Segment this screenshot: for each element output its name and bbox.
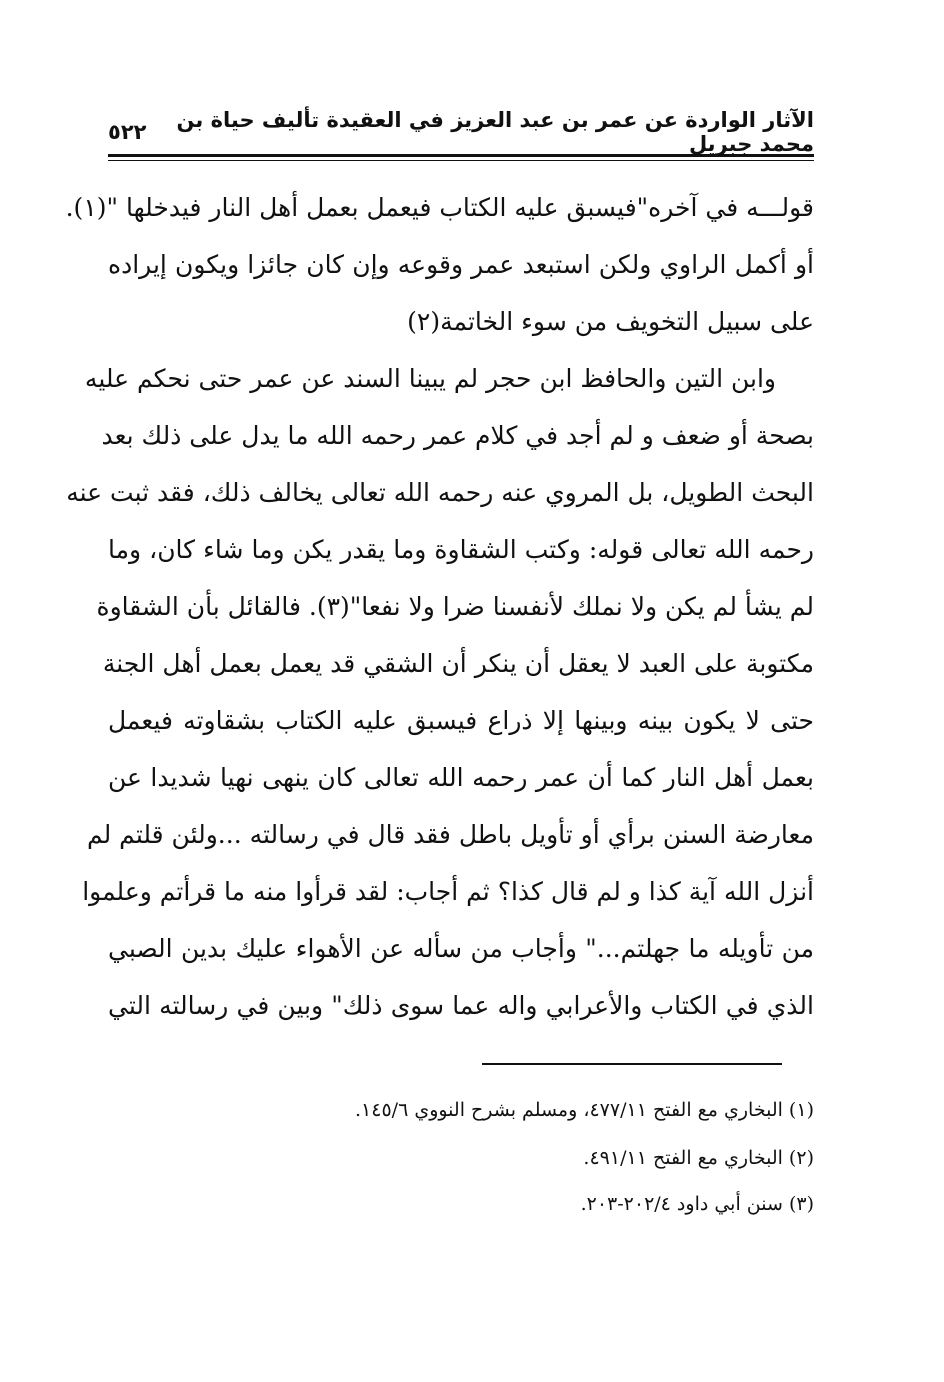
header-rule-thin — [108, 160, 814, 161]
footnote: (٢) البخاري مع الفتح ٤٩١/١١. — [583, 1147, 814, 1169]
body-line: لم يشأ لم يكن ولا نملك لأنفسنا ضرا ولا نفعا"(٣). فالقائل بأن الشقاوة — [96, 592, 814, 621]
body-line: من تأويله ما جهلتم..." وأجاب من سأله عن الأهواء عليك بدين الصبي — [108, 934, 814, 963]
body-line: مكتوبة على العبد لا يعقل أن ينكر أن الشقي قد يعمل بعمل أهل الجنة — [102, 649, 814, 678]
body-line: على سبيل التخويف من سوء الخاتمة(٢) — [407, 307, 814, 336]
running-header-title: الآثار الواردة عن عمر بن عبد العزيز في العقيدة تأليف حياة بن محمد جبريل — [176, 108, 814, 156]
body-line: البحث الطويل، بل المروي عنه رحمه الله تعالى يخالف ذلك، فقد ثبت عنه — [66, 478, 814, 507]
body-line: بعمل أهل النار كما أن عمر رحمه الله تعالى كان ينهى نهيا شديدا عن — [108, 763, 814, 792]
header-rule-thick — [108, 154, 814, 157]
body-line: أنزل الله آية كذا و لم قال كذا؟ ثم أجاب: لقد قرأوا منه ما قرأتم وعلموا — [82, 877, 814, 906]
footnote: (١) البخاري مع الفتح ٤٧٧/١١، ومسلم بشرح النووي ١٤٥/٦. — [355, 1099, 814, 1121]
body-line: قولـــه في آخره"فيسبق عليه الكتاب فيعمل بعمل أهل النار فيدخلها "(١). — [65, 193, 814, 222]
body-line: رحمه الله تعالى قوله: وكتب الشقاوة وما يقدر يكن وما شاء كان، وما — [108, 535, 814, 564]
body-line: حتى لا يكون بينه وبينها إلا ذراع فيسبق عليه الكتاب بشقاوته فيعمل — [108, 706, 814, 735]
footnote-separator — [482, 1063, 782, 1065]
running-header — [108, 108, 814, 156]
body-line: معارضة السنن برأي أو تأويل باطل فقد قال في رسالته ...ولئن قلتم لم — [86, 820, 814, 849]
body-line: الذي في الكتاب والأعرابي واله عما سوى ذلك" وبين في رسالته التي — [108, 991, 814, 1020]
body-line: بصحة أو ضعف و لم أجد في كلام عمر رحمه الله ما يدل على ذلك بعد — [101, 421, 814, 450]
body-line: أو أكمل الراوي ولكن استبعد عمر وقوعه وإن كان جائزا ويكون إيراده — [108, 250, 814, 279]
body-line: وابن التين والحافظ ابن حجر لم يبينا السند عن عمر حتى نحكم عليه — [84, 364, 776, 393]
footnote: (٣) سنن أبي داود ٢٠٢/٤-٢٠٣. — [580, 1193, 814, 1215]
page-number: ٥٢٢ — [108, 120, 147, 144]
